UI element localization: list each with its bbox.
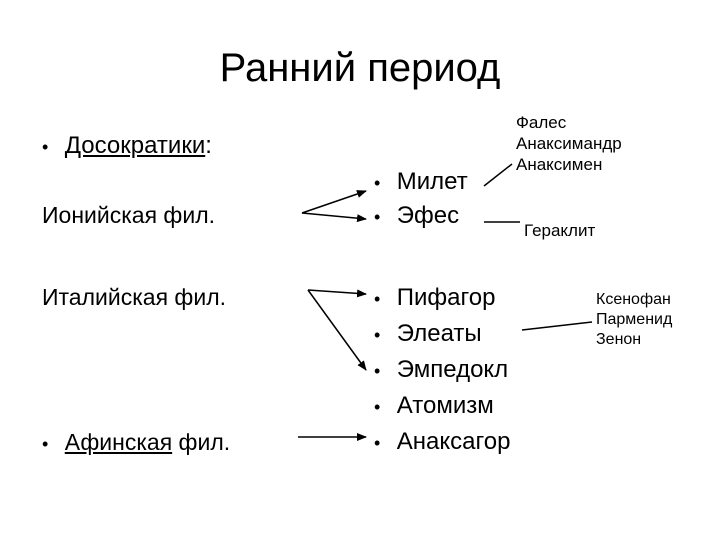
bullet: • bbox=[374, 173, 381, 193]
bullet: • bbox=[374, 361, 381, 381]
athenian-label: Афинская bbox=[64, 429, 173, 455]
philosopher-xenophanes: Ксенофан bbox=[596, 291, 671, 308]
philosopher-anaximenes: Анаксимен bbox=[516, 155, 603, 174]
philosopher-heraclitus: Гераклит bbox=[524, 221, 596, 240]
bullet: • bbox=[374, 397, 381, 417]
school-label: Анаксагор bbox=[396, 428, 511, 455]
school-label: Эфес bbox=[396, 202, 460, 229]
school-label: Атомизм bbox=[396, 392, 494, 419]
line-miletus-philosophers bbox=[484, 164, 512, 186]
bullet: • bbox=[374, 207, 381, 227]
school-label: Элеаты bbox=[396, 320, 482, 347]
philosopher-parmenides: Парменид bbox=[596, 311, 673, 328]
school-label: Эмпедокл bbox=[396, 356, 509, 383]
italian-philosophy-label: Италийская фил. bbox=[42, 284, 226, 310]
line-eleatics-philosophers bbox=[522, 322, 592, 330]
philosopher-anaximander: Анаксимандр bbox=[516, 134, 622, 153]
bullet: • bbox=[42, 137, 49, 157]
arrow-ionian-ephesus bbox=[302, 213, 366, 219]
arrow-ionian-miletus bbox=[302, 191, 366, 213]
presocratics-label: Досократики bbox=[64, 132, 206, 159]
ionian-philosophy-label: Ионийская фил. bbox=[42, 202, 216, 228]
bullet: • bbox=[42, 434, 49, 454]
arrow-italian-pythagoras bbox=[308, 290, 366, 294]
philosopher-thales: Фалес bbox=[516, 113, 567, 132]
page-title: Ранний период bbox=[219, 46, 501, 90]
athenian-suffix: фил. bbox=[172, 429, 231, 455]
presocratics-colon: : bbox=[205, 132, 212, 159]
school-label: Пифагор bbox=[396, 284, 496, 311]
bullet: • bbox=[374, 289, 381, 309]
bullet: • bbox=[374, 433, 381, 453]
bullet: • bbox=[374, 325, 381, 345]
philosopher-zeno: Зенон bbox=[596, 331, 642, 348]
school-label: Милет bbox=[396, 168, 468, 195]
arrow-italian-empedocles bbox=[308, 290, 366, 370]
